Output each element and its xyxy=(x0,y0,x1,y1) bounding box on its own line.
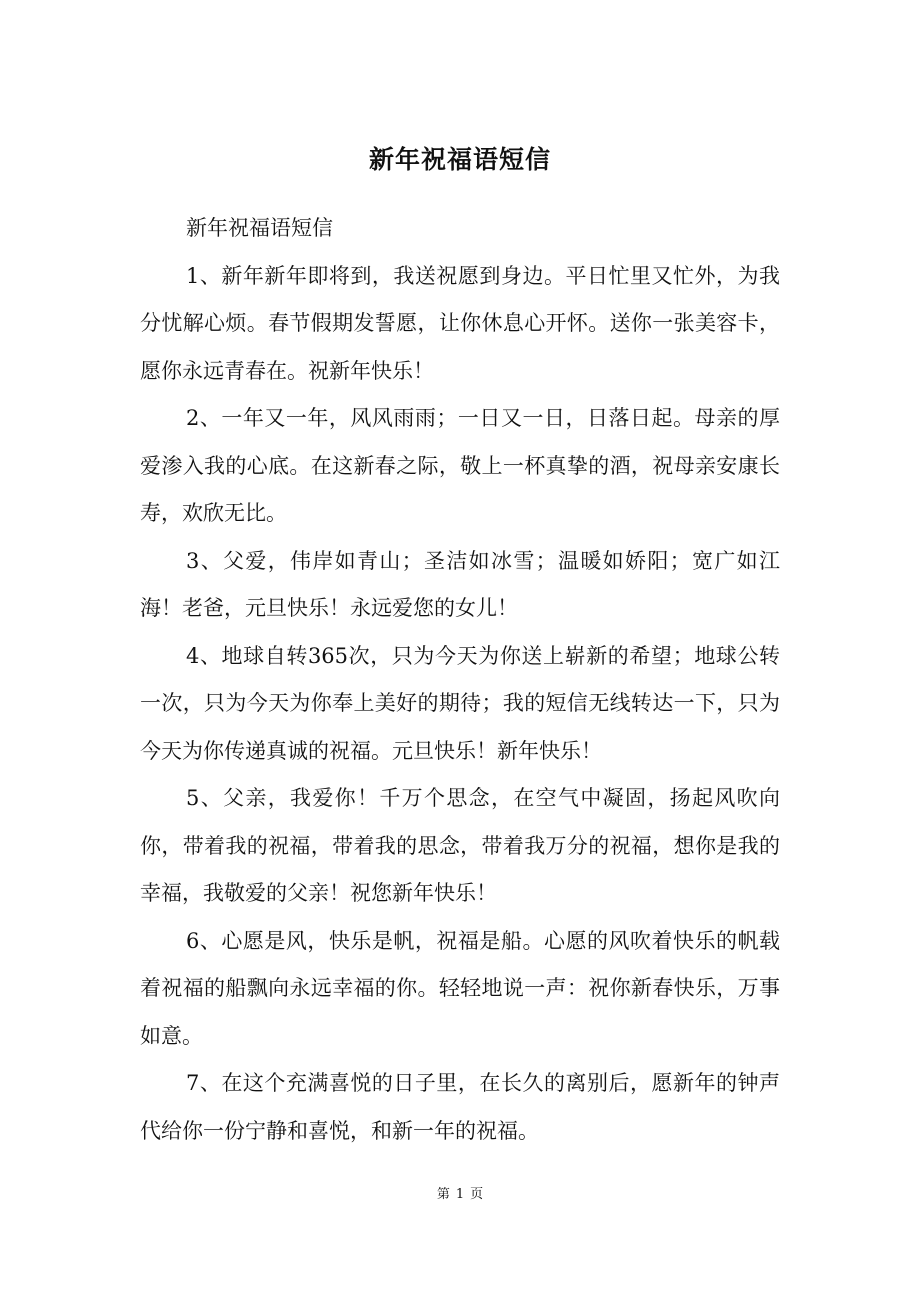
paragraph-6: 6、心愿是风，快乐是帆，祝福是船。心愿的风吹着快乐的帆载着祝福的船飘向永远幸福的你。轻轻地说一声：祝你新春快乐，万事如意。 xyxy=(140,928,780,1048)
page-number: 1 xyxy=(455,1187,465,1202)
page-number-footer xyxy=(0,1183,920,1202)
page-suffix: 页 xyxy=(470,1187,484,1202)
page-title: 新年祝福语短信 xyxy=(368,145,551,174)
page-prefix: 第 xyxy=(436,1187,450,1202)
paragraph-2: 2、一年又一年，风风雨雨；一日又一日，日落日起。母亲的厚爱渗入我的心底。在这新春之际，敬上一杯真挚的酒，祝母亲安康长寿，欢欣无比。 xyxy=(140,406,780,525)
subtitle-paragraph: 新年祝福语短信 xyxy=(186,216,333,240)
paragraph-3: 3、父爱，伟岸如青山；圣洁如冰雪；温暖如娇阳；宽广如江海！老爸，元旦快乐！永远爱您的女儿！ xyxy=(140,548,780,620)
paragraph-4: 4、地球自转365次，只为今天为你送上崭新的希望；地球公转一次，只为今天为你奉上美好的期待；我的短信无线转达一下，只为今天为你传递真诚的祝福。元旦快乐！新年快乐！ xyxy=(140,643,780,763)
paragraph-1: 1、新年新年即将到，我送祝愿到身边。平日忙里又忙外，为我分忧解心烦。春节假期发誓愿，让你休息心开怀。送你一张美容卡，愿你永远青春在。祝新年快乐！ xyxy=(140,263,780,383)
paragraph-7: 7、在这个充满喜悦的日子里，在长久的离别后，愿新年的钟声代给你一份宁静和喜悦，和新一年的祝福。 xyxy=(140,1071,780,1143)
document-body xyxy=(140,205,780,1155)
paragraph-5: 5、父亲，我爱你！千万个思念，在空气中凝固，扬起风吹向你，带着我的祝福，带着我的思念，带着我万分的祝福，想你是我的幸福，我敬爱的父亲！祝您新年快乐！ xyxy=(140,786,780,905)
